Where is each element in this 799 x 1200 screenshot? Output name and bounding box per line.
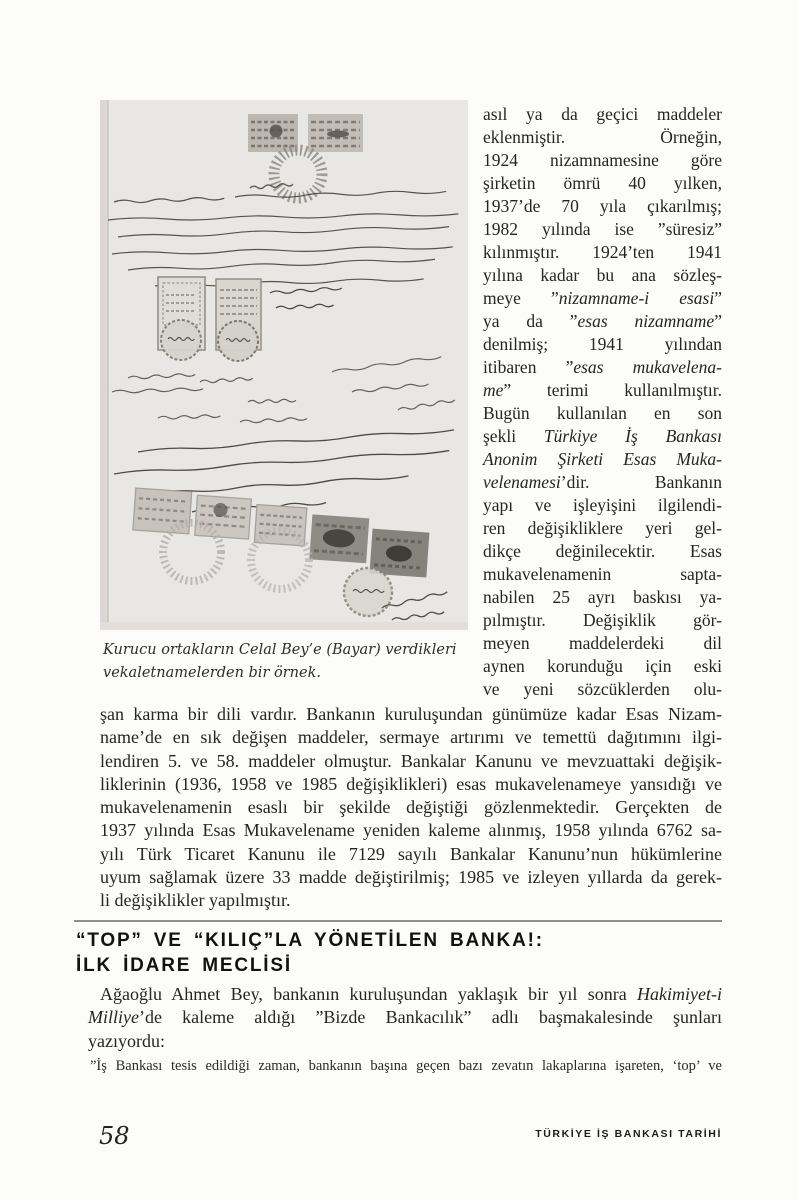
text-line: itibaren ”esas mukavelena-	[483, 357, 722, 377]
text-line: yılına kadar bu ana sözleş-	[483, 265, 722, 285]
text-line: Bugün kullanılan en son	[483, 403, 722, 423]
section-divider	[74, 920, 722, 922]
text-line: İLK İDARE MECLİSİ	[76, 954, 292, 976]
text-line: mukavelenamenin esaslı bir şekilde değiştiği gözlenmektedir. Gerçekten de	[100, 797, 722, 818]
text-line: lendiren 5. ve 58. maddeler olmuştur. Bankalar Kanunu ve mevzuattaki değişik-	[100, 750, 722, 771]
text-line: yazıyordu:	[88, 1030, 165, 1051]
text-line: 1937’de 70 yıla çıkarılmış;	[483, 196, 722, 216]
text-line: nabilen 25 ayrı baskısı ya-	[483, 587, 722, 607]
text-line: şan karma bir dili vardır. Bankanın kuruluşundan günümüze kadar Esas Nizam-	[100, 704, 722, 724]
text-line: ren değişikliklere yeri gel-	[483, 518, 722, 538]
text-line: asıl ya da geçici maddeler	[483, 104, 722, 124]
text-line: pılmıştır. Değişiklik gör-	[483, 610, 722, 630]
right-column-text	[483, 103, 722, 701]
text-line: Ağaoğlu Ahmet Bey, bankanın kuruluşundan yaklaşık bir yıl sonra Hakimiyet-i	[100, 984, 722, 1004]
body-paragraph	[100, 703, 722, 913]
section-quote-line	[90, 1057, 722, 1076]
text-line: velenamesi’dir. Bankanın	[483, 472, 722, 492]
document-photo	[100, 100, 468, 630]
page-number: 58	[99, 1122, 130, 1150]
text-line: denilmiş; 1941 yılından	[483, 334, 722, 354]
text-line: yılı Türk Ticaret Kanunu ile 7129 sayılı Bankalar Kanunu’nun hükümlerine	[100, 843, 722, 864]
text-line: ya da ”esas nizamname”	[483, 311, 722, 331]
text-line: 1937 yılında Esas Mukavelename yeniden kaleme alınmış, 1958 yılında 6762 sa-	[100, 820, 722, 841]
scan-left-shadow	[100, 100, 107, 630]
text-line: aynen korunduğu için eski	[483, 656, 722, 676]
text-line: “TOP” VE “KILIÇ”LA YÖNETİLEN BANKA!:	[76, 930, 544, 951]
text-line: kılınmıştır. 1924’ten 1941	[483, 242, 722, 262]
text-line: mukavelenamenin sapta-	[483, 564, 722, 584]
text-line: dikçe değinilecektir. Esas	[483, 541, 722, 561]
text-line: eklenmiştir. Örneğin,	[483, 127, 722, 147]
text-line: me” terimi kullanılmıştır.	[483, 380, 722, 400]
text-line: ”İş Bankası tesis edildiği zaman, bankanın başına geçen bazı zevatın lakaplarına işareten, ‘top’ ve	[90, 1058, 722, 1074]
text-line: Kurucu ortakların Celal Bey’e (Bayar) verdikleri	[103, 642, 457, 658]
text-line: şirketin ömrü 40 yılken,	[483, 173, 722, 193]
text-line: vekaletnamelerden bir örnek.	[103, 665, 321, 681]
text-line: meye ”nizamname-i esasi”	[483, 288, 722, 308]
text-line: 1982 yılında ise ”süresiz”	[483, 219, 722, 239]
text-line: ve yeni sözcüklerden olu-	[483, 679, 722, 699]
text-line: Anonim Şirketi Esas Muka-	[483, 449, 722, 469]
text-line: yapı ve işleyişini ilgilendi-	[483, 495, 722, 515]
text-line: şekli Türkiye İş Bankası	[483, 426, 722, 446]
text-line: Milliye’de kaleme aldığı ”Bizde Bankacılık” adlı başmakalesinde şunları	[88, 1007, 722, 1028]
text-line: uyum sağlamak üzere 33 madde değiştirilmiş; 1985 ve izleyen yıllarda da gerek-	[100, 867, 722, 888]
section-intro-paragraph	[88, 983, 722, 1053]
figure-caption	[103, 639, 463, 685]
text-line: name’de en sık değişen maddeler, sermaye artırımı ve temettü dağıtımını ilgi-	[100, 727, 722, 748]
text-line: liklerinin (1936, 1958 ve 1985 değişiklikleri) esas mukavelenameye yansıdığı ve	[100, 773, 722, 794]
running-title: TÜRKİYE İŞ BANKASI TARİHİ	[535, 1128, 722, 1140]
section-heading	[76, 929, 736, 978]
text-line: li değişiklikler yapılmıştır.	[100, 890, 291, 911]
text-line: 1924 nizamnamesine göre	[483, 150, 722, 170]
text-line: meyen maddelerdeki dil	[483, 633, 722, 653]
